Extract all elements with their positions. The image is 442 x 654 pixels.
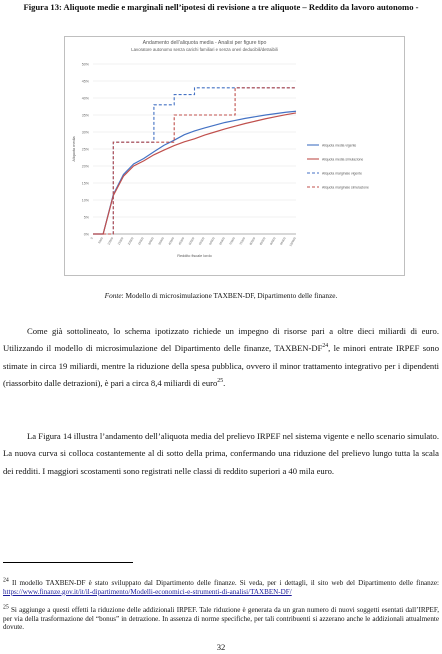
x-tick-label: 75000 bbox=[238, 236, 247, 246]
y-tick-label: 35% bbox=[81, 113, 89, 118]
x-tick-label: 55000 bbox=[197, 236, 206, 246]
x-tick-label: 20000 bbox=[126, 236, 135, 246]
x-tick-label: 0 bbox=[89, 236, 94, 240]
y-tick-label: 10% bbox=[81, 198, 89, 203]
x-tick-label: 100000 bbox=[288, 236, 297, 248]
footnote-24 bbox=[3, 579, 439, 596]
legend-label: Aliquota marginale vigente bbox=[322, 171, 362, 176]
y-tick-label: 50% bbox=[81, 62, 89, 67]
series-line-4 bbox=[93, 88, 296, 234]
footnote-number: 24 bbox=[3, 577, 9, 584]
paragraph-1 bbox=[3, 323, 439, 393]
x-tick-label: 85000 bbox=[258, 236, 267, 246]
footnote-text: Il modello TAXBEN-DF è stato sviluppato dal Dipartimento delle finanze. Si veda, per i dettagli, il sito web del Dipartimento delle finanze: bbox=[8, 579, 439, 587]
x-tick-label: 30000 bbox=[147, 236, 155, 246]
x-tick-label: 80000 bbox=[248, 236, 257, 246]
x-tick-label: 15000 bbox=[116, 236, 125, 246]
legend-label: Aliquota media vigente bbox=[322, 143, 357, 148]
x-tick-label: 65000 bbox=[218, 236, 226, 246]
source-text: : Modello di microsimulazione TAXBEN-DF, Dipartimento delle finanze. bbox=[121, 291, 338, 300]
footnote-link[interactable]: https://www.finanze.gov.it/it/il-dipartimento/Modelli-economici-e-strumenti-di-analisi/TAXBEN-DF/ bbox=[3, 587, 292, 596]
figure-source bbox=[0, 291, 442, 300]
x-tick-label: 40000 bbox=[167, 236, 176, 246]
legend-label: Aliquota media simulazione bbox=[322, 157, 364, 162]
page-number: 32 bbox=[216, 642, 226, 652]
x-tick-label: 95000 bbox=[279, 236, 287, 246]
y-tick-label: 5% bbox=[83, 215, 89, 220]
figure-title: Figura 13: Aliquote medie e marginali nell’ipotesi di revisione a tre aliquote – Reddito da lavoro autonomo - bbox=[23, 2, 419, 12]
y-tick-label: 45% bbox=[81, 79, 89, 84]
y-tick-label: 0% bbox=[83, 232, 89, 237]
series-line-3 bbox=[93, 88, 296, 234]
y-tick-label: 20% bbox=[81, 164, 89, 169]
footnote-separator bbox=[3, 562, 133, 563]
footnote-ref-24[interactable]: 24 bbox=[322, 343, 329, 350]
y-tick-label: 40% bbox=[81, 96, 89, 101]
footnote-number: 25 bbox=[3, 604, 9, 611]
y-axis-label: Aliquota media bbox=[72, 136, 76, 162]
x-tick-label: 10000 bbox=[106, 236, 115, 246]
legend-label: Aliquota marginale simulazione bbox=[322, 185, 369, 190]
x-tick-label: 90000 bbox=[268, 236, 277, 246]
line-chart bbox=[65, 37, 406, 277]
paragraph-1-text-b: , le minori entrate IRPEF sono stimate in circa 19 miliardi, mentre la riduzione della spesa pubblica, ovvero il minor trattamento integrativo per i dipendenti (riassorbito dalle detrazioni), è pari a circa 8,4 miliardi di euro bbox=[3, 343, 439, 389]
chart-title: Andamento dell’aliquota media - Analisi per figure tipo bbox=[142, 40, 267, 46]
chart-subtitle: Lavoratore autonomo senza carichi familiari e senza oneri deducibili/detraibili bbox=[131, 47, 278, 52]
footnote-25 bbox=[3, 606, 439, 632]
x-tick-label: 25000 bbox=[136, 236, 145, 246]
y-tick-label: 15% bbox=[81, 181, 89, 186]
x-tick-label: 35000 bbox=[157, 236, 165, 246]
paragraph-2: La Figura 14 illustra l’andamento dell’aliquota media del prelievo IRPEF nel sistema vigente e nello scenario simulato. La nuova curva si colloca costantemente al di sotto della prima, confermando una riduzione del prelievo lungo tutta la scala dei redditi. I maggiori scostamenti sono registrati nelle classi di reddito superiori a 40 mila euro. bbox=[3, 431, 439, 476]
y-tick-label: 30% bbox=[81, 130, 89, 135]
x-axis-label: Reddito fiscale lordo bbox=[177, 254, 212, 258]
footnote-text: Si aggiunge a questi effetti la riduzione delle addizionali IRPEF. Tale riduzione è generata da un gran numero di nuovi soggetti esentati dall’IRPEF, per via della trasformazione del “bonus” in detrazione. In assenza di norme specifiche, per tali contribuenti si azzerano anche le addizionali attualmente dovute. bbox=[3, 606, 439, 632]
chart-container bbox=[64, 36, 405, 276]
x-tick-label: 70000 bbox=[228, 236, 236, 246]
y-tick-label: 25% bbox=[81, 147, 89, 152]
x-tick-label: 5000 bbox=[97, 236, 105, 245]
series-line-1 bbox=[93, 111, 296, 234]
x-tick-label: 60000 bbox=[208, 236, 216, 246]
footnote-ref-25[interactable]: 25 bbox=[217, 378, 224, 385]
paragraph-1-text-a: Come già sottolineato, lo schema ipotizzato richiede un impegno di risorse pari a oltre dieci miliardi di euro. Utilizzando il modello di microsimulazione del Dipartimento delle finanze, TAXBEN-DF bbox=[3, 326, 439, 354]
x-tick-label: 50000 bbox=[187, 236, 196, 246]
x-tick-label: 45000 bbox=[177, 236, 186, 246]
source-label: Fonte bbox=[104, 291, 122, 300]
paragraph-1-text-c: . bbox=[223, 378, 226, 389]
